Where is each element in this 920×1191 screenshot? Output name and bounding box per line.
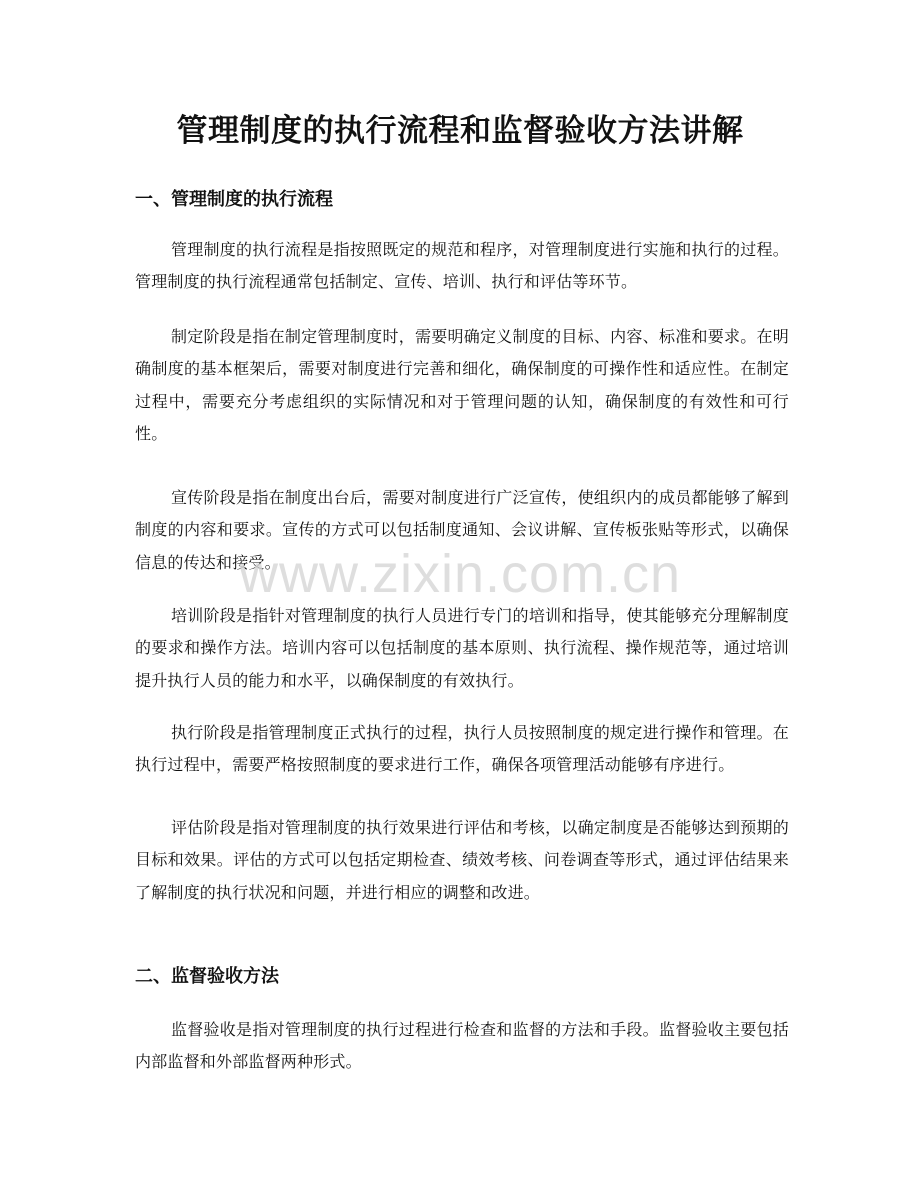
document-title: 管理制度的执行流程和监督验收方法讲解 [176, 113, 744, 149]
paragraph-training-stage: 培训阶段是指针对管理制度的执行人员进行专门的培训和指导，使其能够充分理解制度的要求和操作方法。培训内容可以包括制度的基本原则、执行流程、操作规范等，通过培训提升执行人员的能力和水平，以确保制度的有效执行。 [135, 606, 789, 690]
paragraph-execution-overview: 管理制度的执行流程是指按照既定的规范和程序，对管理制度进行实施和执行的过程。管理制度的执行流程通常包括制定、宣传、培训、执行和评估等环节。 [135, 240, 789, 292]
section-heading-supervision-acceptance: 二、监督验收方法 [135, 966, 279, 987]
paragraph-publicity-stage: 宣传阶段是指在制度出台后，需要对制度进行广泛宣传，使组织内的成员都能够了解到制度的内容和要求。宣传的方式可以包括制度通知、会议讲解、宣传板张贴等形式，以确保信息的传达和接受。 [135, 488, 789, 572]
paragraph-formulation-stage: 制定阶段是指在制定管理制度时，需要明确定义制度的目标、内容、标准和要求。在明确制度的基本框架后，需要对制度进行完善和细化，确保制度的可操作性和适应性。在制定过程中，需要充分考虑组织的实际情况和对于管理问题的认知，确保制度的有效性和可行性。 [135, 327, 789, 443]
paragraph-evaluation-stage: 评估阶段是指对管理制度的执行效果进行评估和考核，以确定制度是否能够达到预期的目标和效果。评估的方式可以包括定期检查、绩效考核、问卷调查等形式，通过评估结果来了解制度的执行状况和问题，并进行相应的调整和改进。 [135, 818, 789, 902]
watermark: www.zixin.com.cn [238, 544, 682, 604]
paragraph-implementation-stage: 执行阶段是指管理制度正式执行的过程，执行人员按照制度的规定进行操作和管理。在执行过程中，需要严格按照制度的要求进行工作，确保各项管理活动能够有序进行。 [135, 723, 789, 775]
paragraph-supervision-overview: 监督验收是指对管理制度的执行过程进行检查和监督的方法和手段。监督验收主要包括内部监督和外部监督两种形式。 [135, 1020, 789, 1072]
section-heading-execution-flow: 一、管理制度的执行流程 [135, 189, 333, 210]
